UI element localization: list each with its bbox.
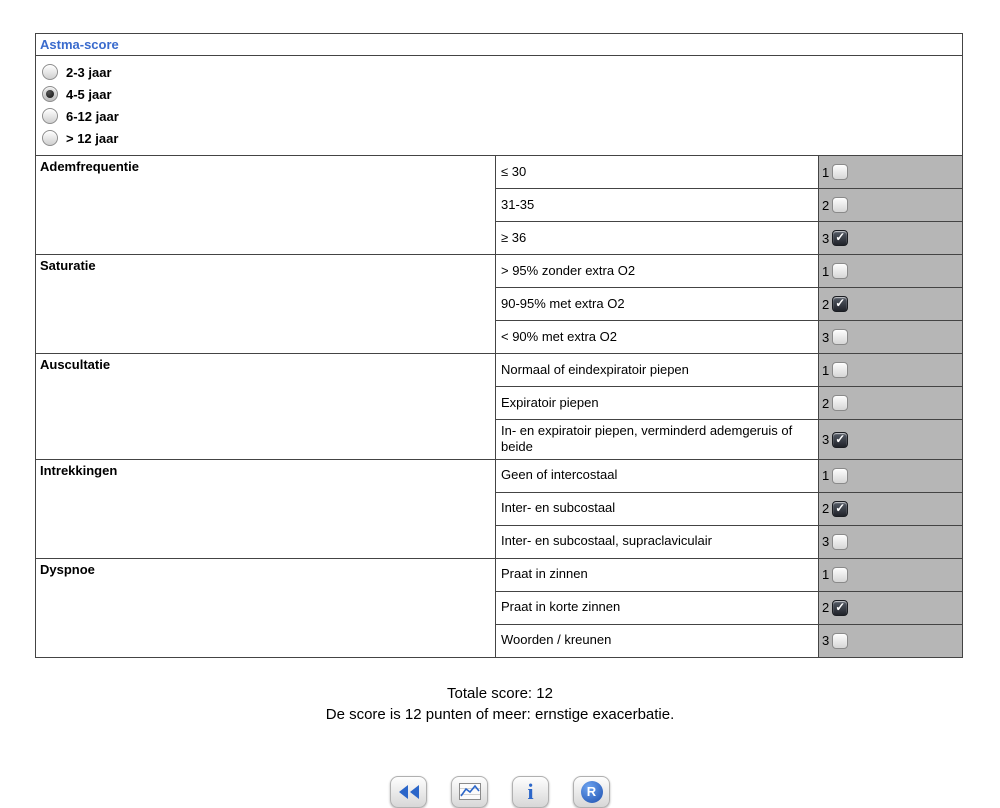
option-checkbox[interactable] (832, 534, 848, 550)
info-icon: i (527, 778, 534, 804)
option-score-value: 1 (822, 567, 830, 583)
option-score-cell (819, 420, 963, 460)
option-label: Praat in zinnen (496, 558, 819, 591)
age-group-label: 4-5 jaar (66, 86, 112, 102)
option-score-value: 2 (822, 600, 830, 616)
chart-icon (459, 783, 481, 800)
option-score-value: 1 (822, 468, 830, 484)
radio-icon[interactable] (42, 130, 58, 146)
radio-icon[interactable] (42, 64, 58, 80)
total-score-text: Totale score: 12 (447, 684, 553, 702)
option-score-cell (819, 591, 963, 624)
criterion-name: Ademfrequentie (36, 156, 496, 255)
option-score-value: 3 (822, 329, 830, 345)
option-score-cell (819, 492, 963, 525)
option-checkbox[interactable] (832, 432, 848, 448)
option-label: ≥ 36 (496, 222, 819, 255)
age-group-label: > 12 jaar (66, 130, 119, 146)
criterion-name: Dyspnoe (36, 558, 496, 657)
age-group-row (36, 56, 963, 156)
criterion-option-row (36, 255, 963, 288)
option-checkbox[interactable] (832, 230, 848, 246)
option-score-value: 2 (822, 197, 830, 213)
option-label: Inter- en subcostaal, supraclaviculair (496, 525, 819, 558)
option-score-value: 3 (822, 534, 830, 550)
age-group-option[interactable] (42, 127, 958, 149)
option-score-cell (819, 624, 963, 657)
option-score-cell (819, 321, 963, 354)
option-score-cell (819, 354, 963, 387)
option-label: < 90% met extra O2 (496, 321, 819, 354)
option-score-cell (819, 156, 963, 189)
option-score-cell (819, 288, 963, 321)
criteria-body (36, 156, 963, 658)
option-checkbox[interactable] (832, 395, 848, 411)
age-group-option[interactable] (42, 105, 958, 127)
age-group-section (36, 56, 963, 156)
option-score-value: 3 (822, 432, 830, 448)
option-score-cell (819, 459, 963, 492)
option-score-cell (819, 525, 963, 558)
option-label: In- en expiratoir piepen, verminderd ademgeruis of beide (496, 420, 819, 460)
result-button[interactable] (573, 776, 610, 808)
age-group-list (42, 61, 958, 149)
criterion-name: Intrekkingen (36, 459, 496, 558)
option-score-value: 1 (822, 164, 830, 180)
option-checkbox[interactable] (832, 197, 848, 213)
option-score-cell (819, 189, 963, 222)
chart-button[interactable] (451, 776, 488, 808)
header-row (36, 34, 963, 56)
table-header-section (36, 34, 963, 156)
option-score-value: 3 (822, 230, 830, 246)
option-label: Praat in korte zinnen (496, 591, 819, 624)
option-checkbox[interactable] (832, 263, 848, 279)
radio-icon[interactable] (42, 86, 58, 102)
option-checkbox[interactable] (832, 164, 848, 180)
option-checkbox[interactable] (832, 567, 848, 583)
criterion-name: Auscultatie (36, 354, 496, 460)
option-score-cell (819, 255, 963, 288)
age-group-option[interactable] (42, 61, 958, 83)
criterion-option-row (36, 558, 963, 591)
option-score-value: 2 (822, 501, 830, 517)
option-label: Normaal of eindexpiratoir piepen (496, 354, 819, 387)
criterion-option-row (36, 459, 963, 492)
rewind-icon (398, 785, 420, 799)
option-checkbox[interactable] (832, 633, 848, 649)
astma-score-table (35, 33, 963, 658)
option-checkbox[interactable] (832, 296, 848, 312)
option-label: ≤ 30 (496, 156, 819, 189)
option-checkbox[interactable] (832, 600, 848, 616)
option-checkbox[interactable] (832, 329, 848, 345)
option-checkbox[interactable] (832, 362, 848, 378)
option-label: Geen of intercostaal (496, 459, 819, 492)
option-score-value: 1 (822, 362, 830, 378)
r-icon: R (581, 781, 603, 803)
criterion-name: Saturatie (36, 255, 496, 354)
option-score-value: 2 (822, 395, 830, 411)
back-button[interactable] (390, 776, 427, 808)
interpretation-text: De score is 12 punten of meer: ernstige exacerbatie. (325, 705, 675, 723)
option-score-value: 2 (822, 296, 830, 312)
option-score-cell (819, 222, 963, 255)
result-section (0, 683, 1000, 725)
option-checkbox[interactable] (832, 501, 848, 517)
option-score-cell (819, 558, 963, 591)
age-group-label: 2-3 jaar (66, 64, 112, 80)
page-title: Astma-score (36, 34, 963, 56)
option-label: Expiratoir piepen (496, 387, 819, 420)
option-checkbox[interactable] (832, 468, 848, 484)
option-label: 31-35 (496, 189, 819, 222)
criterion-option-row (36, 156, 963, 189)
option-score-value: 3 (822, 633, 830, 649)
option-label: 90-95% met extra O2 (496, 288, 819, 321)
radio-icon[interactable] (42, 108, 58, 124)
option-label: > 95% zonder extra O2 (496, 255, 819, 288)
page (0, 33, 1000, 804)
age-group-label: 6-12 jaar (66, 108, 119, 124)
criterion-option-row (36, 354, 963, 387)
toolbar (0, 776, 1000, 808)
info-button[interactable] (512, 776, 549, 808)
age-group-option[interactable] (42, 83, 958, 105)
option-label: Woorden / kreunen (496, 624, 819, 657)
option-score-cell (819, 387, 963, 420)
option-label: Inter- en subcostaal (496, 492, 819, 525)
option-score-value: 1 (822, 263, 830, 279)
